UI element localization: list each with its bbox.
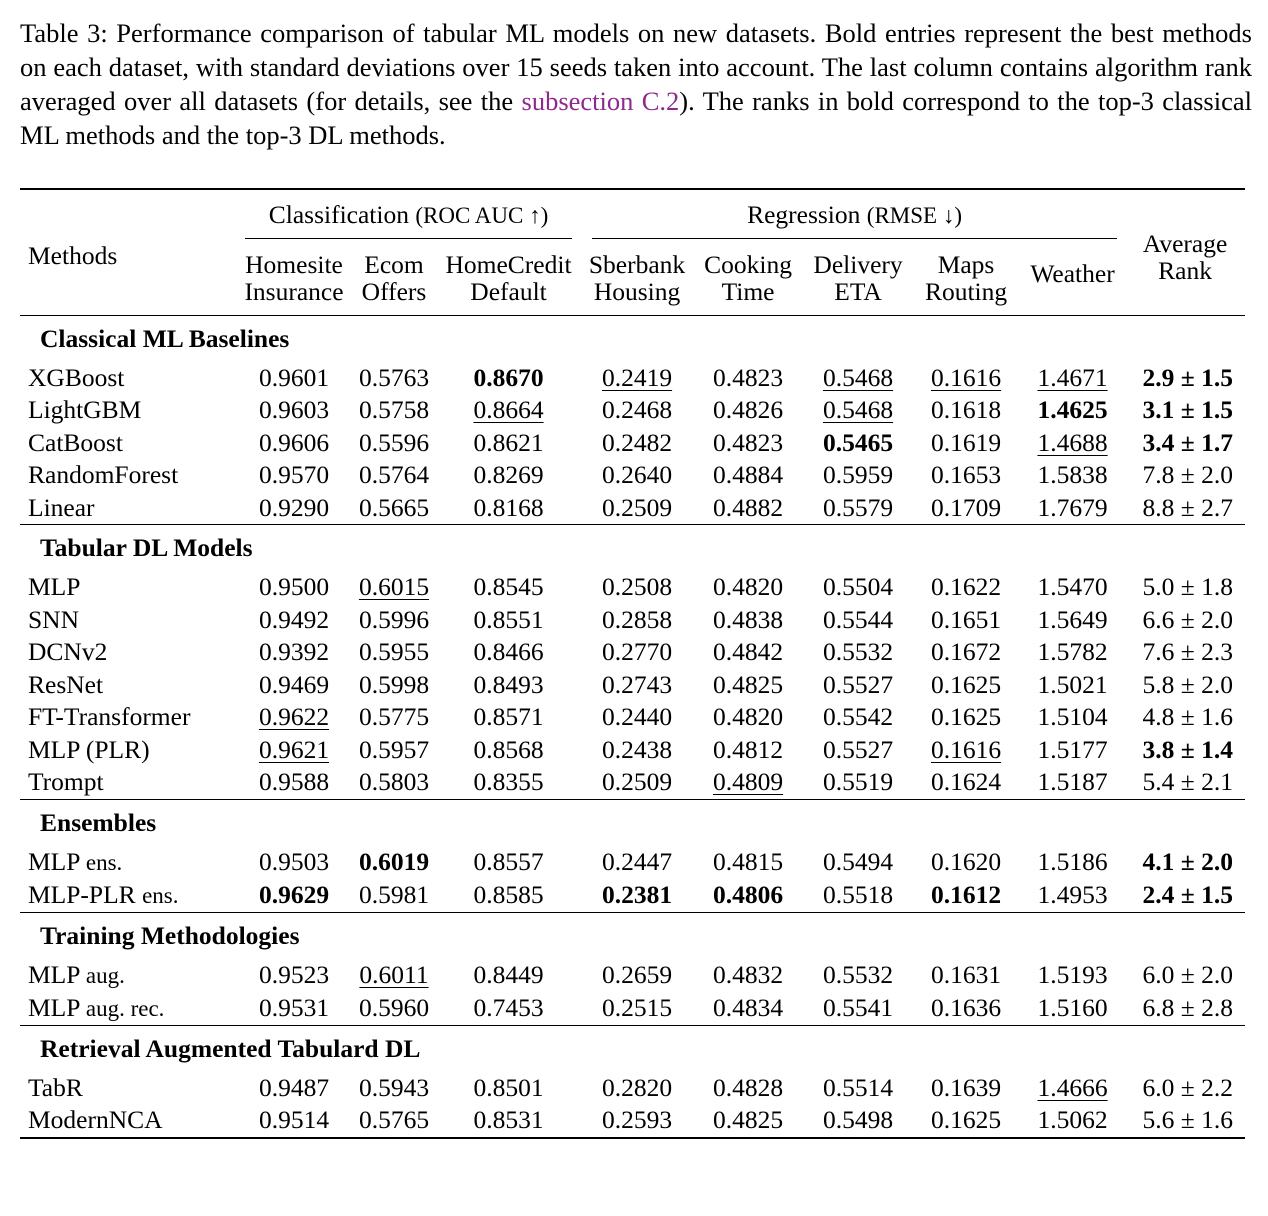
value-cell: 0.5960 — [358, 993, 430, 1022]
value-cell: 0.4882 — [712, 492, 784, 522]
value-cell: 0.1620 — [930, 847, 1002, 876]
value-cell: 0.6015 — [358, 572, 430, 602]
method-name: ResNet — [28, 669, 104, 699]
value-cell: 0.9622 — [258, 702, 330, 732]
value-cell: 0.5541 — [822, 993, 894, 1022]
value-cell: 0.9492 — [258, 604, 330, 634]
value-cell: 0.9601 — [258, 362, 330, 392]
value-cell: 1.5160 — [1037, 993, 1108, 1022]
value-cell: 1.4666 — [1037, 1072, 1108, 1102]
average-rank-cell: 5.6 ± 1.6 — [1142, 1105, 1234, 1135]
value-cell: 0.9290 — [258, 492, 330, 522]
method-name: XGBoost — [28, 362, 125, 392]
method-name: MLP aug. rec. — [28, 992, 165, 1022]
value-cell: 0.5498 — [822, 1105, 894, 1135]
average-rank-cell: 5.4 ± 2.1 — [1142, 767, 1234, 797]
value-cell: 0.9503 — [258, 847, 330, 876]
value-cell: 0.2770 — [601, 637, 673, 667]
value-cell: 0.5764 — [358, 460, 430, 490]
value-cell: 0.4826 — [712, 395, 784, 425]
value-cell: 0.5996 — [358, 604, 430, 634]
method-name: MLP aug. — [28, 959, 125, 989]
column-header: Delivery ETA — [813, 249, 903, 306]
value-cell: 0.1639 — [930, 1072, 1002, 1102]
average-rank-cell: 6.6 ± 2.0 — [1142, 604, 1234, 634]
value-cell: 0.5468 — [822, 395, 894, 425]
value-cell: 1.5782 — [1037, 637, 1108, 667]
method-name: SNN — [28, 604, 80, 634]
value-cell: 0.8664 — [473, 395, 544, 425]
value-cell: 0.1653 — [930, 460, 1002, 490]
value-cell: 0.8568 — [473, 734, 544, 764]
value-cell: 1.4671 — [1037, 362, 1108, 392]
value-cell: 0.5504 — [822, 572, 894, 602]
value-cell: 1.4953 — [1037, 880, 1108, 909]
value-cell: 0.1625 — [930, 702, 1002, 732]
value-cell: 0.2508 — [601, 572, 673, 602]
table-row — [20, 734, 1245, 767]
value-cell: 0.4834 — [712, 993, 784, 1022]
value-cell: 0.2419 — [601, 362, 673, 392]
value-cell: 0.5775 — [358, 702, 430, 732]
table-row — [20, 766, 1245, 799]
value-cell: 0.8493 — [473, 669, 544, 699]
value-cell: 0.8168 — [473, 492, 544, 522]
value-cell: 0.4842 — [712, 637, 784, 667]
table-row — [20, 394, 1245, 427]
table-body — [20, 315, 1245, 1138]
results-table-wrapper — [20, 188, 1245, 1139]
value-cell: 0.5955 — [358, 637, 430, 667]
method-name: MLP ens. — [28, 846, 123, 876]
value-cell: 0.1612 — [930, 880, 1002, 909]
average-rank-cell: 2.9 ± 1.5 — [1142, 362, 1234, 392]
average-rank-cell: 8.8 ± 2.7 — [1142, 492, 1234, 522]
table-row — [20, 427, 1245, 460]
value-cell: 1.5062 — [1037, 1105, 1108, 1135]
value-cell: 1.5021 — [1037, 669, 1108, 699]
value-cell: 1.5470 — [1037, 572, 1108, 602]
regression-group-header: Regression (RMSE ↓) — [582, 189, 1125, 243]
value-cell: 0.8585 — [473, 880, 544, 909]
section-header-row — [20, 912, 1245, 959]
value-cell: 0.2743 — [601, 669, 673, 699]
results-table — [20, 188, 1245, 1139]
value-cell: 0.8531 — [473, 1105, 544, 1135]
value-cell: 0.2659 — [601, 960, 673, 989]
value-cell: 1.7679 — [1037, 492, 1108, 522]
value-cell: 0.5465 — [822, 427, 894, 457]
methods-header: Methods — [28, 241, 118, 271]
value-cell: 0.9606 — [258, 427, 330, 457]
value-cell: 0.2593 — [601, 1105, 673, 1135]
classification-group-header: Classification (ROC AUC ↑) — [235, 189, 582, 243]
value-cell: 0.1622 — [930, 572, 1002, 602]
value-cell: 0.5765 — [358, 1105, 430, 1135]
value-cell: 0.8449 — [473, 960, 544, 989]
value-cell: 1.5649 — [1037, 604, 1108, 634]
value-cell: 0.8501 — [473, 1072, 544, 1102]
value-cell: 0.1636 — [930, 993, 1002, 1022]
column-header: Weather — [1030, 259, 1115, 289]
value-cell: 1.4625 — [1037, 395, 1108, 425]
method-name: MLP — [28, 572, 81, 602]
value-cell: 0.1672 — [930, 637, 1002, 667]
value-cell: 0.8621 — [473, 427, 544, 457]
value-cell: 0.9469 — [258, 669, 330, 699]
value-cell: 0.5527 — [822, 734, 894, 764]
method-name: Trompt — [28, 767, 104, 797]
value-cell: 0.9523 — [258, 960, 330, 989]
table-row — [20, 604, 1245, 637]
value-cell: 0.4838 — [712, 604, 784, 634]
method-name: TabR — [28, 1072, 83, 1102]
value-cell: 0.5998 — [358, 669, 430, 699]
value-cell: 0.1631 — [930, 960, 1002, 989]
method-name: CatBoost — [28, 427, 123, 457]
method-name: MLP-PLR ens. — [28, 879, 179, 909]
value-cell: 1.5186 — [1037, 847, 1108, 876]
subsection-link[interactable]: subsection C.2 — [521, 86, 680, 116]
table-row — [20, 1104, 1245, 1138]
value-cell: 0.2482 — [601, 427, 673, 457]
value-cell: 0.1619 — [930, 427, 1002, 457]
value-cell: 0.5518 — [822, 880, 894, 909]
value-cell: 0.9588 — [258, 767, 330, 797]
value-cell: 1.4688 — [1037, 427, 1108, 457]
value-cell: 0.5519 — [822, 767, 894, 797]
table-row — [20, 492, 1245, 525]
table-row — [20, 669, 1245, 702]
value-cell: 0.5532 — [822, 960, 894, 989]
value-cell: 1.5177 — [1037, 734, 1108, 764]
value-cell: 0.5542 — [822, 702, 894, 732]
table-row — [20, 571, 1245, 604]
table-row — [20, 1072, 1245, 1105]
value-cell: 0.2509 — [601, 492, 673, 522]
average-rank-header: Average Rank — [1142, 229, 1228, 286]
value-cell: 0.5527 — [822, 669, 894, 699]
method-name: ModernNCA — [28, 1105, 163, 1135]
value-cell: 1.5193 — [1037, 960, 1108, 989]
table-row — [20, 846, 1245, 879]
value-cell: 0.5758 — [358, 395, 430, 425]
section-header-row — [20, 315, 1245, 362]
value-cell: 0.4832 — [712, 960, 784, 989]
value-cell: 0.9514 — [258, 1105, 330, 1135]
value-cell: 0.7453 — [473, 993, 544, 1022]
method-name: MLP (PLR) — [28, 734, 150, 764]
average-rank-cell: 5.0 ± 1.8 — [1142, 572, 1234, 602]
average-rank-cell: 5.8 ± 2.0 — [1142, 669, 1234, 699]
table-row — [20, 959, 1245, 992]
caption-text-end: ). The ranks in bold correspond to the top-3 classical ML methods and the top-3 DL methods. — [20, 86, 1252, 150]
value-cell: 0.5544 — [822, 604, 894, 634]
section-title: Ensembles — [40, 807, 157, 837]
value-cell: 0.5803 — [358, 767, 430, 797]
section-title: Training Methodologies — [40, 920, 300, 950]
average-rank-cell: 6.8 ± 2.8 — [1142, 993, 1234, 1022]
value-cell: 0.5665 — [358, 492, 430, 522]
column-header: Maps Routing — [924, 249, 1008, 306]
value-cell: 1.5838 — [1037, 460, 1108, 490]
column-header: HomeCredit Default — [445, 249, 572, 306]
value-cell: 0.4820 — [712, 572, 784, 602]
section-header-row — [20, 799, 1245, 846]
average-rank-cell: 6.0 ± 2.2 — [1142, 1072, 1234, 1102]
value-cell: 0.5763 — [358, 362, 430, 392]
value-cell: 0.5579 — [822, 492, 894, 522]
section-header-row — [20, 1025, 1245, 1072]
value-cell: 0.5943 — [358, 1072, 430, 1102]
value-cell: 0.9392 — [258, 637, 330, 667]
value-cell: 0.9570 — [258, 460, 330, 490]
value-cell: 0.9500 — [258, 572, 330, 602]
average-rank-cell: 4.8 ± 1.6 — [1142, 702, 1234, 732]
average-rank-cell: 2.4 ± 1.5 — [1142, 880, 1234, 909]
value-cell: 0.2858 — [601, 604, 673, 634]
section-title: Classical ML Baselines — [40, 323, 290, 353]
value-cell: 0.8670 — [473, 362, 544, 392]
column-header: Cooking Time — [704, 249, 792, 306]
value-cell: 0.4828 — [712, 1072, 784, 1102]
average-rank-cell: 3.1 ± 1.5 — [1142, 395, 1234, 425]
value-cell: 0.1616 — [930, 734, 1002, 764]
table-row — [20, 879, 1245, 913]
table-row — [20, 992, 1245, 1026]
column-header: Homesite Insurance — [244, 249, 344, 306]
value-cell: 0.1709 — [930, 492, 1002, 522]
value-cell: 0.8571 — [473, 702, 544, 732]
value-cell: 0.4825 — [712, 669, 784, 699]
value-cell: 0.4812 — [712, 734, 784, 764]
value-cell: 0.5468 — [822, 362, 894, 392]
value-cell: 0.2468 — [601, 395, 673, 425]
value-cell: 0.9621 — [258, 734, 330, 764]
value-cell: 0.8466 — [473, 637, 544, 667]
value-cell: 0.2509 — [601, 767, 673, 797]
value-cell: 0.1616 — [930, 362, 1002, 392]
method-name: FT-Transformer — [28, 702, 191, 732]
value-cell: 0.4823 — [712, 427, 784, 457]
method-name: DCNv2 — [28, 637, 108, 667]
value-cell: 0.8551 — [473, 604, 544, 634]
value-cell: 0.9531 — [258, 993, 330, 1022]
value-cell: 0.1651 — [930, 604, 1002, 634]
value-cell: 1.5187 — [1037, 767, 1108, 797]
section-title: Retrieval Augmented Tabulard DL — [40, 1033, 421, 1063]
table-row — [20, 701, 1245, 734]
value-cell: 0.1625 — [930, 1105, 1002, 1135]
value-cell: 0.2515 — [601, 993, 673, 1022]
average-rank-cell: 3.4 ± 1.7 — [1142, 427, 1234, 457]
value-cell: 1.5104 — [1037, 702, 1108, 732]
column-header: Sberbank Housing — [588, 249, 686, 306]
value-cell: 0.4823 — [712, 362, 784, 392]
value-cell: 0.5981 — [358, 880, 430, 909]
value-cell: 0.2820 — [601, 1072, 673, 1102]
value-cell: 0.4815 — [712, 847, 784, 876]
value-cell: 0.4806 — [712, 880, 784, 909]
value-cell: 0.1618 — [930, 395, 1002, 425]
value-cell: 0.8545 — [473, 572, 544, 602]
value-cell: 0.2438 — [601, 734, 673, 764]
value-cell: 0.8269 — [473, 460, 544, 490]
value-cell: 0.5959 — [822, 460, 894, 490]
column-header: Ecom Offers — [361, 249, 427, 306]
section-title: Tabular DL Models — [40, 533, 253, 562]
value-cell: 0.9603 — [258, 395, 330, 425]
average-rank-cell: 4.1 ± 2.0 — [1142, 847, 1234, 876]
value-cell: 0.2447 — [601, 847, 673, 876]
table-header — [20, 189, 1245, 315]
section-header-row — [20, 525, 1245, 572]
average-rank-cell: 3.8 ± 1.4 — [1142, 734, 1234, 764]
average-rank-cell: 7.6 ± 2.3 — [1142, 637, 1234, 667]
value-cell: 0.5596 — [358, 427, 430, 457]
value-cell: 0.9487 — [258, 1072, 330, 1102]
value-cell: 0.4809 — [712, 767, 784, 797]
table-caption — [20, 16, 1252, 152]
value-cell: 0.5532 — [822, 637, 894, 667]
value-cell: 0.5494 — [822, 847, 894, 876]
value-cell: 0.2381 — [601, 880, 673, 909]
value-cell: 0.4820 — [712, 702, 784, 732]
value-cell: 0.4884 — [712, 460, 784, 490]
value-cell: 0.5957 — [358, 734, 430, 764]
value-cell: 0.6019 — [358, 847, 430, 876]
average-rank-cell: 7.8 ± 2.0 — [1142, 460, 1234, 490]
value-cell: 0.2440 — [601, 702, 673, 732]
value-cell: 0.4825 — [712, 1105, 784, 1135]
average-rank-cell: 6.0 ± 2.0 — [1142, 960, 1234, 989]
value-cell: 0.1624 — [930, 767, 1002, 797]
table-row — [20, 636, 1245, 669]
value-cell: 0.6011 — [359, 960, 429, 989]
method-name: Linear — [28, 492, 95, 522]
value-cell: 0.8355 — [473, 767, 544, 797]
table-row — [20, 459, 1245, 492]
value-cell: 0.8557 — [473, 847, 544, 876]
value-cell: 0.9629 — [258, 880, 330, 909]
table-row — [20, 362, 1245, 395]
method-name: RandomForest — [28, 460, 179, 490]
caption-text-start: Table 3: Performance comparison of tabular ML models on new datasets. Bold entries represent the best methods on each dataset, with standard deviations over 15 seeds taken into account. The last column contains algorithm rank averaged over all datasets (for details, see the — [20, 18, 1252, 116]
method-name: LightGBM — [28, 395, 142, 425]
value-cell: 0.2640 — [601, 460, 673, 490]
value-cell: 0.1625 — [930, 669, 1002, 699]
value-cell: 0.5514 — [822, 1072, 894, 1102]
